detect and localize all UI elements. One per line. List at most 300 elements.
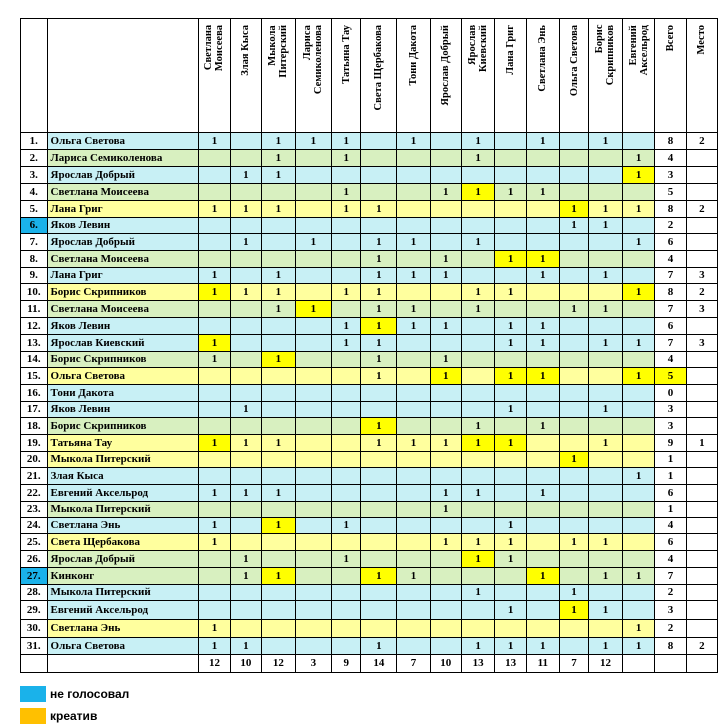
vote-cell	[332, 167, 361, 184]
vote-cell	[622, 352, 655, 368]
row-total: 4	[655, 518, 686, 534]
vote-cell	[430, 218, 461, 234]
vote-cell	[589, 167, 623, 184]
vote-cell	[430, 638, 461, 655]
vote-cell	[230, 318, 261, 335]
judge-name: Мыкола Питерский	[267, 25, 290, 78]
vote-cell	[361, 452, 397, 468]
header-label: Всего	[665, 25, 677, 52]
row-number: 8.	[21, 251, 48, 268]
header-name-col	[47, 19, 199, 133]
judge-name: Евгений Аксельрод	[627, 25, 650, 76]
vote-cell	[199, 301, 231, 318]
vote-cell	[461, 568, 495, 585]
vote-cell	[589, 452, 623, 468]
vote-cell	[430, 301, 461, 318]
vote-cell	[589, 385, 623, 402]
row-total: 3	[655, 418, 686, 435]
vote-cell	[397, 352, 430, 368]
vote-cell	[230, 418, 261, 435]
vote-cell: 1	[361, 301, 397, 318]
vote-cell	[430, 385, 461, 402]
row-place	[686, 568, 717, 585]
vote-cell	[361, 551, 397, 568]
vote-cell: 1	[361, 335, 397, 352]
row-number: 19.	[21, 435, 48, 452]
footer-blank	[21, 655, 48, 673]
row-total: 6	[655, 318, 686, 335]
vote-cell	[461, 268, 495, 284]
vote-cell: 1	[361, 435, 397, 452]
vote-cell	[526, 301, 559, 318]
row-place	[686, 352, 717, 368]
contestant-name: Светлана Энь	[47, 518, 199, 534]
vote-cell	[622, 502, 655, 518]
vote-cell	[622, 585, 655, 601]
contestant-name: Мыкола Питерский	[47, 452, 199, 468]
vote-cell: 1	[622, 234, 655, 251]
row-total: 6	[655, 234, 686, 251]
row-number: 17.	[21, 402, 48, 418]
row-total: 9	[655, 435, 686, 452]
vote-cell: 1	[199, 268, 231, 284]
contestant-name: Света Щербакова	[47, 534, 199, 551]
vote-cell: 1	[230, 234, 261, 251]
vote-cell	[332, 402, 361, 418]
vote-cell	[461, 251, 495, 268]
vote-cell: 1	[559, 534, 588, 551]
table-row	[21, 435, 718, 452]
row-total: 3	[655, 402, 686, 418]
contestant-name: Борис Скрипников	[47, 284, 199, 301]
vote-cell	[559, 284, 588, 301]
vote-cell	[495, 585, 526, 601]
row-total: 2	[655, 585, 686, 601]
vote-cell: 1	[199, 435, 231, 452]
vote-cell: 1	[361, 268, 397, 284]
vote-cell: 1	[361, 568, 397, 585]
vote-cell: 1	[526, 133, 559, 150]
row-number: 12.	[21, 318, 48, 335]
row-total: 8	[655, 133, 686, 150]
contestant-name: Светлана Моисеева	[47, 301, 199, 318]
vote-cell: 1	[430, 352, 461, 368]
vote-cell	[559, 418, 588, 435]
vote-cell	[332, 385, 361, 402]
row-number: 2.	[21, 150, 48, 167]
vote-cell	[430, 150, 461, 167]
vote-cell	[199, 468, 231, 485]
contestant-name: Светлана Энь	[47, 620, 199, 638]
vote-cell: 1	[559, 201, 588, 218]
judge-vote-count: 12	[199, 655, 231, 673]
vote-cell	[397, 251, 430, 268]
vote-cell: 1	[361, 318, 397, 335]
vote-cell	[295, 534, 331, 551]
vote-cell: 1	[495, 518, 526, 534]
vote-cell	[262, 502, 296, 518]
table-row	[21, 485, 718, 502]
row-total: 6	[655, 534, 686, 551]
row-place: 1	[686, 435, 717, 452]
vote-cell	[430, 201, 461, 218]
vote-cell	[589, 585, 623, 601]
vote-cell	[559, 133, 588, 150]
vote-cell: 1	[495, 284, 526, 301]
vote-cell	[430, 585, 461, 601]
table-row	[21, 150, 718, 167]
table-row	[21, 534, 718, 551]
vote-cell	[622, 435, 655, 452]
vote-cell	[430, 468, 461, 485]
vote-cell	[559, 485, 588, 502]
vote-cell	[262, 452, 296, 468]
vote-cell: 1	[495, 184, 526, 201]
row-place: 3	[686, 268, 717, 284]
vote-cell	[495, 133, 526, 150]
row-total: 1	[655, 468, 686, 485]
row-number: 31.	[21, 638, 48, 655]
vote-cell	[430, 167, 461, 184]
vote-cell: 1	[332, 518, 361, 534]
row-total: 1	[655, 452, 686, 468]
vote-cell	[495, 201, 526, 218]
contestant-name: Ярослав Добрый	[47, 551, 199, 568]
vote-cell: 1	[230, 435, 261, 452]
contestant-name: Ярослав Добрый	[47, 234, 199, 251]
row-place: 2	[686, 133, 717, 150]
vote-cell	[295, 435, 331, 452]
table-row	[21, 568, 718, 585]
vote-cell: 1	[397, 268, 430, 284]
vote-cell: 1	[495, 251, 526, 268]
table-row	[21, 133, 718, 150]
legend-swatch	[20, 686, 46, 702]
vote-cell	[622, 251, 655, 268]
vote-cell	[559, 368, 588, 385]
vote-cell: 1	[461, 435, 495, 452]
vote-cell	[397, 452, 430, 468]
vote-cell	[230, 150, 261, 167]
vote-cell	[262, 534, 296, 551]
vote-cell	[199, 184, 231, 201]
vote-cell	[526, 534, 559, 551]
vote-cell: 1	[622, 368, 655, 385]
vote-cell: 1	[526, 368, 559, 385]
judge-vote-count: 12	[589, 655, 623, 673]
table-row	[21, 601, 718, 620]
judge-header	[262, 19, 296, 133]
vote-cell	[622, 184, 655, 201]
voting-table	[20, 18, 718, 673]
vote-cell: 1	[589, 534, 623, 551]
vote-cell	[295, 184, 331, 201]
row-place: 2	[686, 201, 717, 218]
contestant-name: Лариса Семиколенова	[47, 150, 199, 167]
vote-cell	[495, 568, 526, 585]
vote-cell	[397, 167, 430, 184]
row-number: 3.	[21, 167, 48, 184]
judge-name: Ярослав Киевский	[467, 25, 490, 72]
vote-cell	[526, 620, 559, 638]
row-place	[686, 184, 717, 201]
table-row	[21, 284, 718, 301]
row-total: 5	[655, 184, 686, 201]
row-number: 28.	[21, 585, 48, 601]
vote-cell	[461, 601, 495, 620]
vote-cell: 1	[430, 502, 461, 518]
vote-cell: 1	[589, 335, 623, 352]
vote-cell	[495, 485, 526, 502]
vote-cell: 1	[495, 318, 526, 335]
vote-cell	[361, 620, 397, 638]
contestant-name: Кинконг	[47, 568, 199, 585]
row-place	[686, 167, 717, 184]
contestant-name: Борис Скрипников	[47, 352, 199, 368]
vote-cell	[332, 534, 361, 551]
vote-cell	[589, 352, 623, 368]
judge-header	[559, 19, 588, 133]
vote-cell: 1	[397, 435, 430, 452]
vote-cell	[262, 368, 296, 385]
header-row	[21, 19, 718, 133]
vote-cell	[295, 268, 331, 284]
vote-cell	[526, 352, 559, 368]
vote-cell: 1	[430, 268, 461, 284]
vote-cell	[461, 402, 495, 418]
vote-cell	[397, 518, 430, 534]
vote-cell	[295, 452, 331, 468]
vote-cell: 1	[199, 335, 231, 352]
vote-cell	[230, 620, 261, 638]
vote-cell	[495, 468, 526, 485]
vote-cell	[461, 452, 495, 468]
vote-cell: 1	[559, 452, 588, 468]
header-corner	[21, 19, 48, 133]
vote-cell: 1	[589, 402, 623, 418]
row-number: 21.	[21, 468, 48, 485]
vote-cell	[622, 534, 655, 551]
vote-cell	[295, 402, 331, 418]
vote-cell: 1	[526, 318, 559, 335]
vote-cell: 1	[495, 638, 526, 655]
judge-header	[622, 19, 655, 133]
vote-cell	[262, 418, 296, 435]
vote-cell	[559, 638, 588, 655]
table-row	[21, 201, 718, 218]
vote-cell	[397, 385, 430, 402]
row-number: 27.	[21, 568, 48, 585]
row-total: 7	[655, 268, 686, 284]
vote-cell	[361, 402, 397, 418]
vote-cell: 1	[526, 418, 559, 435]
vote-cell	[526, 601, 559, 620]
vote-cell	[230, 184, 261, 201]
vote-cell	[559, 620, 588, 638]
row-total: 4	[655, 251, 686, 268]
vote-cell	[589, 184, 623, 201]
vote-cell	[262, 402, 296, 418]
judge-name: Татьяна Тау	[340, 25, 352, 84]
table-row	[21, 402, 718, 418]
row-number: 15.	[21, 368, 48, 385]
contestant-name: Мыкола Питерский	[47, 502, 199, 518]
vote-cell	[295, 218, 331, 234]
contestant-name: Ярослав Киевский	[47, 335, 199, 352]
vote-cell	[559, 551, 588, 568]
vote-cell: 1	[430, 485, 461, 502]
row-total: 0	[655, 385, 686, 402]
vote-cell	[397, 402, 430, 418]
vote-cell	[295, 620, 331, 638]
vote-cell	[262, 551, 296, 568]
vote-cell	[461, 385, 495, 402]
vote-cell	[461, 468, 495, 485]
vote-cell	[622, 385, 655, 402]
vote-cell	[430, 452, 461, 468]
vote-cell	[397, 468, 430, 485]
vote-cell	[495, 234, 526, 251]
vote-cell	[397, 620, 430, 638]
vote-cell: 1	[589, 218, 623, 234]
judge-name: Ольга Светова	[568, 25, 580, 97]
row-place	[686, 402, 717, 418]
vote-cell: 1	[332, 133, 361, 150]
judge-header	[295, 19, 331, 133]
vote-cell	[526, 502, 559, 518]
judge-name: Лариса Семиколенова	[302, 25, 325, 95]
table-row	[21, 418, 718, 435]
vote-cell	[461, 218, 495, 234]
row-number: 22.	[21, 485, 48, 502]
judge-name: Света Щербакова	[373, 25, 385, 111]
row-place	[686, 534, 717, 551]
vote-cell: 1	[295, 301, 331, 318]
vote-cell: 1	[199, 518, 231, 534]
vote-cell	[332, 218, 361, 234]
row-total: 4	[655, 551, 686, 568]
vote-cell: 1	[622, 167, 655, 184]
vote-cell	[559, 468, 588, 485]
vote-cell	[622, 551, 655, 568]
vote-cell	[589, 318, 623, 335]
vote-cell	[295, 368, 331, 385]
row-total: 3	[655, 167, 686, 184]
vote-cell: 1	[495, 551, 526, 568]
vote-cell: 1	[262, 167, 296, 184]
vote-cell	[295, 601, 331, 620]
vote-cell: 1	[361, 638, 397, 655]
vote-cell: 1	[361, 418, 397, 435]
vote-cell	[589, 251, 623, 268]
footer-row	[21, 655, 718, 673]
judge-header	[526, 19, 559, 133]
judge-vote-count: 9	[332, 655, 361, 673]
vote-cell	[461, 368, 495, 385]
vote-cell	[361, 468, 397, 485]
contestant-name: Ярослав Добрый	[47, 167, 199, 184]
vote-cell	[559, 352, 588, 368]
judge-header	[397, 19, 430, 133]
row-total: 1	[655, 502, 686, 518]
vote-cell	[559, 234, 588, 251]
vote-cell	[526, 234, 559, 251]
vote-cell	[397, 184, 430, 201]
vote-cell	[397, 335, 430, 352]
judge-name: Тони Дакота	[408, 25, 420, 86]
vote-cell: 1	[199, 284, 231, 301]
vote-cell	[361, 218, 397, 234]
vote-cell	[430, 234, 461, 251]
row-number: 9.	[21, 268, 48, 284]
table-row	[21, 620, 718, 638]
vote-cell	[332, 638, 361, 655]
vote-cell: 1	[332, 318, 361, 335]
vote-cell: 1	[461, 234, 495, 251]
vote-cell	[230, 335, 261, 352]
vote-cell	[262, 335, 296, 352]
row-place: 3	[686, 301, 717, 318]
vote-cell	[295, 485, 331, 502]
vote-cell	[361, 585, 397, 601]
judge-header	[589, 19, 623, 133]
vote-cell: 1	[526, 485, 559, 502]
judge-name: Злая Кыса	[240, 25, 252, 76]
vote-cell	[332, 585, 361, 601]
vote-cell	[559, 150, 588, 167]
legend-label: креатив	[50, 709, 98, 723]
vote-cell	[230, 452, 261, 468]
vote-cell	[559, 518, 588, 534]
vote-cell: 1	[461, 150, 495, 167]
vote-cell	[526, 402, 559, 418]
vote-cell	[495, 385, 526, 402]
table-row	[21, 551, 718, 568]
vote-cell	[495, 620, 526, 638]
vote-cell: 1	[559, 218, 588, 234]
total-header	[655, 19, 686, 133]
judge-header	[332, 19, 361, 133]
vote-cell: 1	[495, 402, 526, 418]
judge-vote-count	[622, 655, 655, 673]
vote-cell	[526, 452, 559, 468]
vote-cell: 1	[262, 268, 296, 284]
contestant-name: Татьяна Тау	[47, 435, 199, 452]
contestant-name: Светлана Моисеева	[47, 251, 199, 268]
row-total: 7	[655, 301, 686, 318]
vote-cell	[589, 368, 623, 385]
judge-vote-count: 10	[430, 655, 461, 673]
vote-cell: 1	[589, 268, 623, 284]
vote-cell	[262, 585, 296, 601]
vote-cell	[199, 452, 231, 468]
vote-cell: 1	[622, 284, 655, 301]
vote-cell	[397, 418, 430, 435]
vote-cell	[622, 268, 655, 284]
vote-cell	[559, 251, 588, 268]
vote-cell: 1	[295, 234, 331, 251]
row-total: 5	[655, 368, 686, 385]
row-number: 23.	[21, 502, 48, 518]
vote-cell: 1	[230, 402, 261, 418]
vote-cell	[332, 234, 361, 251]
vote-cell: 1	[589, 133, 623, 150]
judge-vote-count: 13	[461, 655, 495, 673]
vote-cell	[526, 167, 559, 184]
vote-cell	[230, 368, 261, 385]
vote-cell: 1	[430, 184, 461, 201]
row-place	[686, 234, 717, 251]
